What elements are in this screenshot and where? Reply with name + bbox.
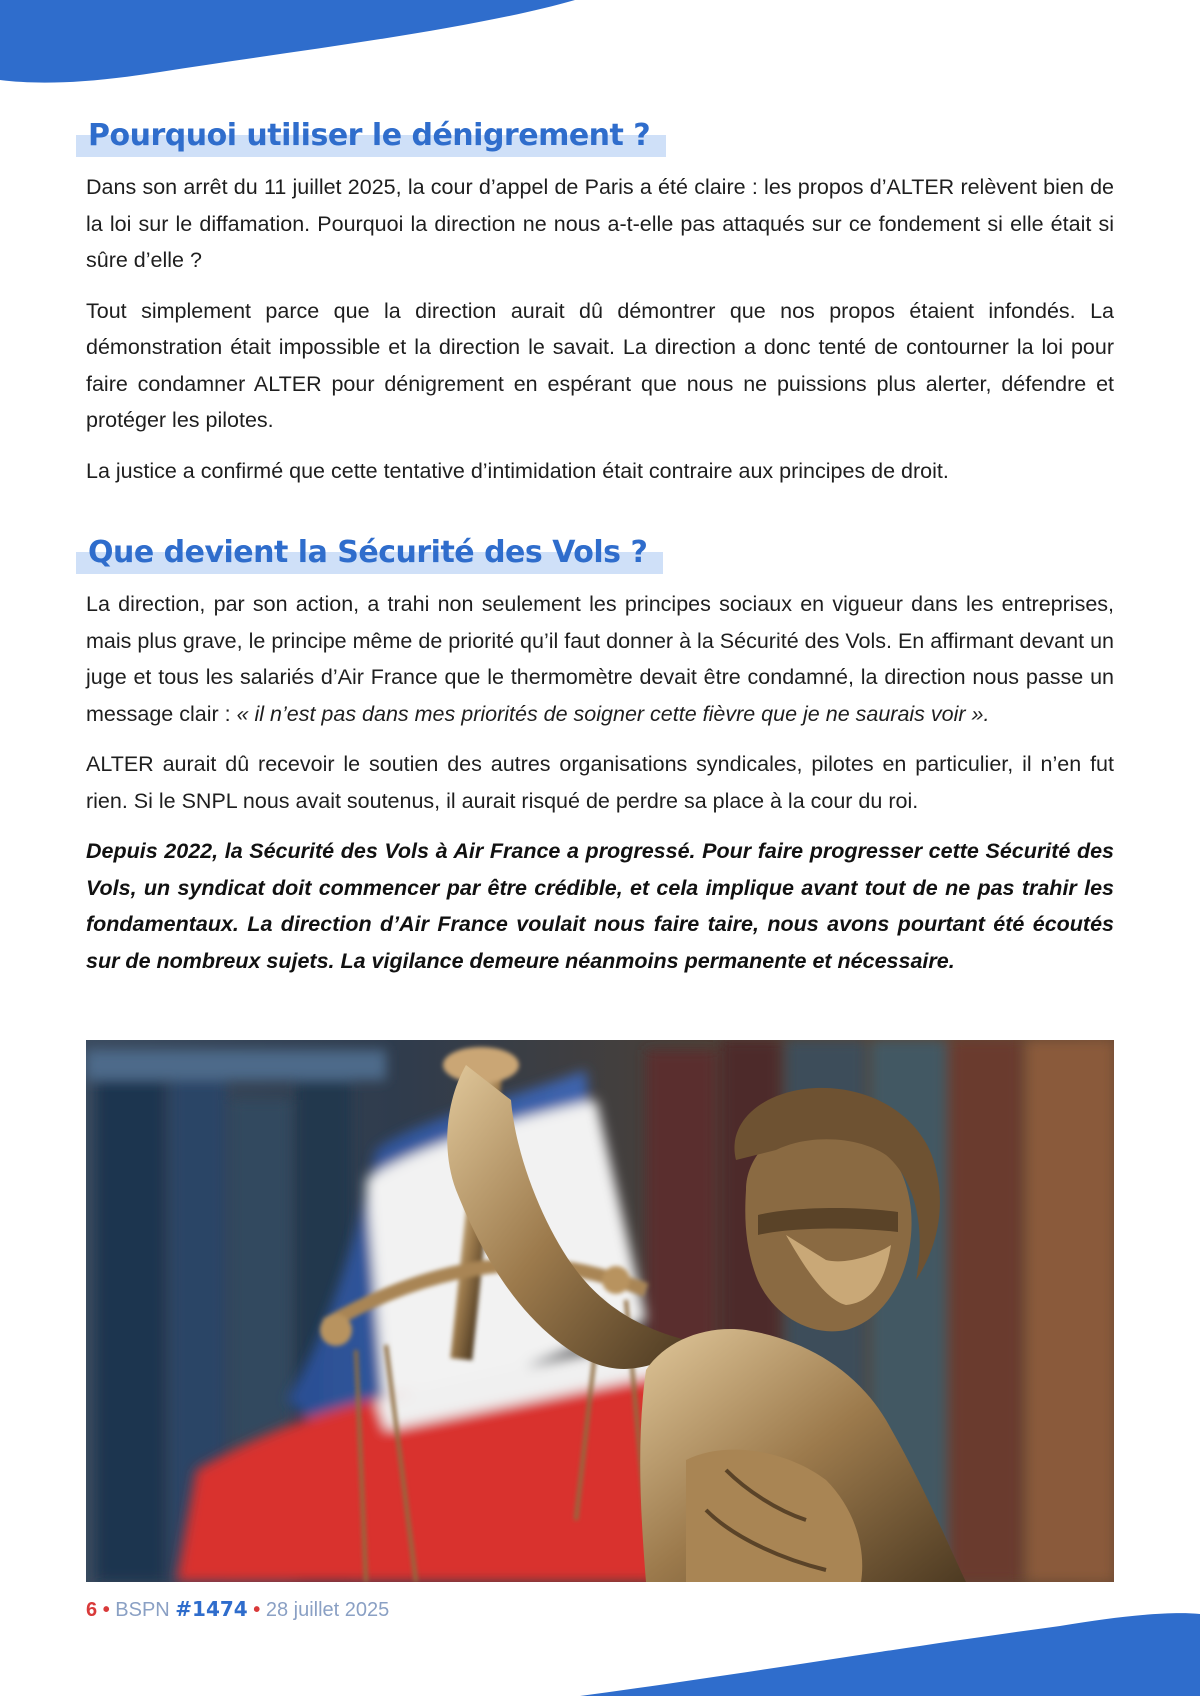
section-securite-des-vols <box>86 535 1114 993</box>
section-title-text: Que devient la Sécurité des Vols ? <box>88 535 648 570</box>
page-number: 6 <box>86 1599 98 1621</box>
paragraph: Dans son arrêt du 11 juillet 2025, la cour d’appel de Paris a été claire : les propos d’ALTER relèvent bien de la loi sur le diffamation. Pourquoi la direction ne nous a-t-elle pas attaqués sur ce fondement si elle était si sûre d’elle ? <box>86 175 1114 272</box>
bottom-wave-decoration <box>580 1606 1200 1696</box>
paragraph: La justice a confirmé que cette tentative d’intimidation était contraire aux principes de droit. <box>86 458 949 483</box>
paragraph <box>86 586 1114 732</box>
page-footer <box>86 1597 389 1622</box>
top-wave-decoration <box>0 0 600 90</box>
section-title-text: Pourquoi utiliser le dénigrement ? <box>88 118 651 153</box>
paragraph-text: La direction, par son action, a trahi non seulement les principes sociaux en vigueur dans les entreprises, mais plus grave, le principe même de priorité qu’il faut donner à la Sécurité des Vols. En affirmant devant un juge et tous les salariés d’Air France que le thermomètre devait être condamné, la direction nous passe un message clair : <box>86 592 1114 726</box>
publication-date: 28 juillet 2025 <box>265 1599 390 1621</box>
paragraph: ALTER aurait dû recevoir le soutien des autres organisations syndicales, pilotes en particulier, il n’en fut rien. Si le SNPL nous avait soutenus, il aurait risqué de perdre sa place à la cour du roi. <box>86 752 1114 813</box>
publication-name: BSPN <box>115 1599 170 1621</box>
separator: • <box>102 1599 110 1621</box>
section-title <box>86 535 657 570</box>
conclusion-paragraph: Depuis 2022, la Sécurité des Vols à Air France a progressé. Pour faire progresser cette Sécurité des Vols, un syndicat doit commencer par être crédible, et cela implique avant tout de ne pas trahir les fondamentaux. La direction d’Air France voulait nous faire taire, nous avons pourtant été écoutés sur de nombreux sujets. La vigilance demeure néanmoins permanente et nécessaire. <box>86 839 1114 973</box>
separator: • <box>253 1599 261 1621</box>
section-denigrement <box>86 118 1114 503</box>
paragraph: Tout simplement parce que la direction aurait dû démontrer que nos propos étaient infondés. La démonstration était impossible et la direction le savait. La direction a donc tenté de contourner la loi pour faire condamner ALTER pour dénigrement en espérant que nous ne puissions plus alerter, défendre et protéger les pilotes. <box>86 298 1114 432</box>
issue-number: #1474 <box>175 1597 248 1621</box>
lady-justice-photo <box>86 1040 1114 1582</box>
section-title <box>86 118 660 153</box>
quote-text: « il n’est pas dans mes priorités de soigner cette fièvre que je ne saurais voir ». <box>236 701 990 726</box>
